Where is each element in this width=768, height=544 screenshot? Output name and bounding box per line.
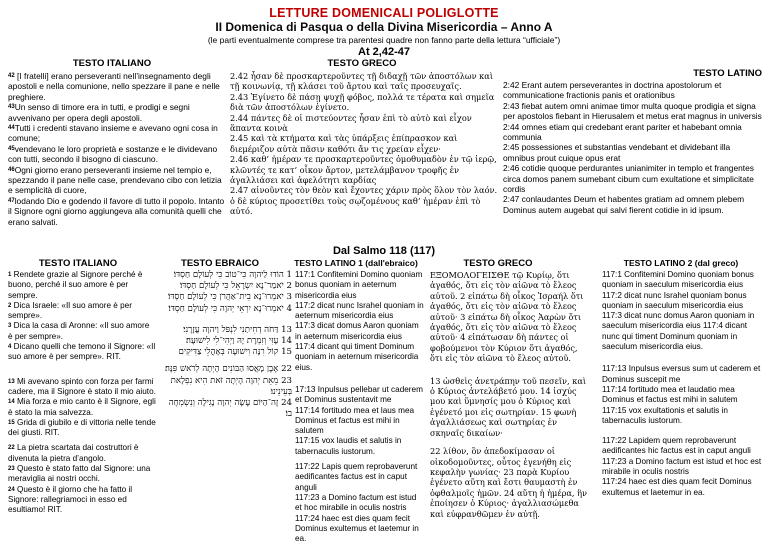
psalm-it-verse: $^{14}$ Mia forza e mio canto è il Signore, egli è stato la mia salvezza. [8,397,156,417]
psalm-italian-heading: TESTO ITALIANO [38,258,118,269]
acts-it-verse: $^{44}$Tutti i credenti stavano insieme e avevano ogni cosa in comune; [8,123,218,144]
psalm-it-verse: $^{23}$ Questo è stato fatto dal Signore: una meraviglia ai nostri occhi. [8,464,151,484]
psalm-it-verse: $^2$ Dica Israele: «Il suo amore è per sempre». [8,300,132,321]
psalm-la1-verse: 117:4 dicant qui timent Dominum quoniam in aeternum misericordia eius. [295,342,419,372]
psalm-gr-block: ΕΞΟΜΟΛΟΓΕΙΣΘΕ τῷ Κυρίῳ, ὅτι ἀγαθός, ὅτι εἰς τὸν αἰῶνα τὸ ἔλεος αὐτοῦ. 2 εἰπάτω δὴ οἶκος Ἰσραήλ ὅτι ἀγαθός, ὅτι εἰς τὸν αἰῶνα τὸ ἔλεος αὐτοῦ· 3 εἰπάτω δὴ οἶκος Ἀαρὼν ὅτι ἀγαθός, ὅτι εἰς τὸν αἰῶνα τὸ ἔλεος αὐτοῦ· 4 εἰπάτωσαν δὴ πάντες οἱ φοβούμενοι τὸν Κύριον ὅτι ἀγαθός, ὅτι εἰς τὸν αἰῶνα τὸ ἔλεος αὐτοῦ. [430,270,584,364]
acts-la-verse: 2:44 omnes etiam qui credebant erant pariter et habebant omnia communia [503,121,742,143]
acts-la-verse: 2:42 Erant autem perseverantes in doctrina apostolorum et communicatione fractionis panis et orationibus [503,80,722,101]
psalm-it-verse: $^3$ Dica la casa di Aronne: «Il suo amore è per sempre». [8,321,150,341]
acts-gr-verse: 2.45 καὶ τὰ κτήματα καὶ τὰς ὑπάρξεις ἐπίπρασκον καὶ διεμέριζον αὐτὰ πᾶσιν καθότι ἄν τις χρείαν εἶχεν· [230,133,458,154]
psalm-la1-verse: 117:14 fortitudo mea et laus mea Dominus et factus est mihi in salutem [295,405,415,436]
acts-la-verse: 2:46 cotidie quoque perdurantes unianimiter in templo et frangentes circa domos panem sumebant cibum cum exultatione et simplicitate cordis [503,163,754,195]
psalm-la1-verse: 117:1 Confitemini Domino quoniam bonus quoniam in aeternum misericordia eius [295,270,423,300]
psalm-he-verse: 13 דַּחֹה דְחִיתַנִי לִנְפֹּל וַיהוָה עֲזָרָנִי׃ [183,324,292,335]
psalm-it-verse: $^{22}$ La pietra scartata dai costruttori è divenuta la pietra d’angolo. [8,443,139,463]
psalm-he-verse: 2 יֹאמַר־נָא יִשְׂרָאֵל כִּי לְעוֹלָם חַסְדּוֹ׃ [179,281,292,292]
psalm-it-verse: $^1$ Rendete grazie al Signore perché è buono, perché il suo amore è per sempre. [8,270,143,300]
psalm-title: Dal Salmo 118 (117) [332,245,436,257]
psalm-la1-verse: 117:24 haec est dies quam fecit Dominus exultemus et laetemur in ea. [295,513,419,544]
psalm-la1-verse: 117:2 dicat nunc Israhel quoniam in aeternum misericordia eius [295,300,424,321]
acts-la-verse: 2:43 fiebat autem omni animae timor multa quoque prodigia et signa per apostolos fiebant in Hierusalem et metus erat magnus in universis [503,100,762,122]
psalm-he-verse: 14 עָזִּי וְזִמְרָת יָהּ וַיְהִי־לִי לִישׁוּעָה׃ [185,336,292,347]
psalm-italian-text [8,270,156,516]
acts-latin-heading: TESTO LATINO [693,68,762,79]
psalm-la1-verse: 117:3 dicat domus Aaron quoniam in aeternum misericordia eius [295,321,419,341]
psalm-la2-verse: 117:24 haec est dies quam fecit Dominus exultemus et laetemur in ea. [602,477,752,497]
acts-it-verse: $^{47}$lodando Dio e godendo il favore di tutto il popolo. Intanto il Signore ogni giorno aggiungeva alla comunità quelli che erano salvati. [8,195,225,227]
psalm-greek-heading: TESTO GRECO [463,258,533,269]
psalm-he-verse: 3 יֹאמְרוּ־נָא בֵית־אַהֲרֹן כִּי לְעוֹלָם חַסְדּוֹ׃ [168,292,292,303]
acts-italian-heading: TESTO ITALIANO [72,58,152,69]
reading-reference: At 2,42-47 [358,46,410,58]
psalm-gr-block: 22 λίθον, ὃν ἀπεδοκίμασαν οἱ οἰκοδομοῦντες, οὗτος ἐγενήθη εἰς κεφαλὴν γωνίας· 23 παρὰ Κυρίου ἐγένετο αὕτη καὶ ἔστι θαυμαστὴ ἐν ὀφθαλμοῖς ἡμῶν. 24 αὕτη ἡ ἡμέρα, ἣν ἐποίησεν ὁ Κύριος· ἀγαλλιασώμεθα καὶ εὐφρανθῶμεν ἐν αὐτῇ. [430,446,588,519]
psalm-it-verse: $^{13}$ Mi avevano spinto con forza per farmi cadere, ma il Signore è stato il mio aiuto. [8,376,156,396]
acts-gr-verse: 2.42 ἦσαν δὲ προσκαρτεροῦντες τῇ διδαχῇ τῶν ἀποστόλων καὶ τῇ κοινωνίᾳ, τῇ κλάσει τοῦ ἄρτου καὶ ταῖς προσευχαῖς. [230,71,494,92]
acts-italian-text [8,71,228,227]
acts-it-verse: $^{42}$ [I fratelli] erano perseveranti nell’insegnamento degli apostoli e nella comunione, nello spezzare il pane e nelle preghiere. [8,71,220,102]
acts-gr-verse: 2.44 πάντες δὲ οἱ πιστεύοντες ἦσαν ἐπὶ τὸ αὐτὸ καὶ εἶχον ἅπαντα κοινὰ [230,112,472,134]
psalm-gr-block: 13 ὠσθεὶς ἀνετράπην τοῦ πεσεῖν, καὶ ὁ Κύριος ἀντελάβετό μου. 14 ἰσχύς μου καὶ ὕμνησίς μου ὁ Κύριος καὶ ἐγένετό μοι εἰς σωτηρίαν. 15 φωνὴ ἀγαλλιάσεως καὶ σωτηρίας ἐν σκηναῖς δικαίων· [430,375,587,438]
psalm-la2-verse: 117:23 a Domino factum est istud et hoc est mirabile in oculis nostris [602,456,762,477]
psalm-it-verse: $^4$ Dicano quelli che temono il Signore: «Il suo amore è per sempre». RIT. [8,342,156,362]
psalm-it-verse: $^{15}$ Grida di giubilo e di vittoria nelle tende dei giusti. RIT. [8,417,156,438]
psalm-la2-verse: 117:22 Lapidem quem reprobaverunt aedificantes hic factus est in caput anguli [602,436,751,456]
acts-latin-text [503,80,763,215]
psalm-hebrew-text [160,270,292,420]
psalm-latin1-heading: TESTO LATINO 1 (dall'ebraico) [294,258,418,268]
acts-it-verse: $^{46}$Ogni giorno erano perseveranti insieme nel tempio e, spezzando il pane nelle case, prendevano cibo con letizia e semplicità di cuore, [8,164,222,196]
psalm-la2-verse: 117:15 vox exultationis et salutis in tabernaculis iustorum. [602,405,728,425]
psalm-he-verse: 24 זֶה־הַיּוֹם עָשָׂה יְהוָה נָגִילָה וְנִשְׂמְחָה בוֹ׃ [168,398,292,420]
psalm-la1-verse: 117:23 a Domino factum est istud et hoc mirabile in oculis nostris [295,492,417,513]
psalm-he-verse: 15 קוֹל רִנָּה וִישׁוּעָה בְּאָהֳלֵי צַדִּיקִים [178,347,292,358]
psalm-la1-verse: 17:13 Inpulsus pellebar ut caderem et Dominus sustentavit me [295,384,423,405]
psalm-greek-text [430,270,592,519]
psalm-it-verse: $^{24}$ Questo è il giorno che ha fatto il Signore: rallegriamoci in esso ed esultiamo! RIT. [8,484,133,515]
psalm-la2-verse: 117:13 Inpulsus eversus sum ut caderem et Dominus suscepit me [602,364,761,384]
psalm-la2-verse: 117:1 Confitemini Domino quoniam bonus quoniam in saeculum misericordia eius [602,270,754,290]
psalm-he-verse: 22 אֶבֶן מָאֲסוּ הַבּוֹנִים הָיְתָה לְרֹאשׁ פִּנָּה׃ [165,364,292,375]
psalm-la2-verse: 117:14 fortitudo mea et laudatio mea Dominus et factus est mihi in salutem [602,384,738,405]
psalm-latin2-heading: TESTO LATINO 2 (dal greco) [623,258,739,268]
acts-greek-heading: TESTO GRECO [327,58,397,69]
acts-greek-text [230,71,500,217]
psalm-la2-verse: 117:3 dicat nunc domus Aaron quoniam in saeculum misericordia eius 117:4 dicant nunc qui timent Dominum quoniam in saeculum misericordia eius. [602,311,755,352]
acts-gr-verse: 2.47 αἰνοῦντες τὸν θεὸν καὶ ἔχοντες χάριν πρὸς ὅλον τὸν λαόν. ὁ δὲ κύριος προσετίθει τοὺς σῳζομένους καθ’ ἡμέραν ἐπὶ τὸ αὐτό. [230,185,498,217]
acts-it-verse: $^{45}$vendevano le loro proprietà e sostanze e le dividevano con tutti, secondo il bisogno di ciascuno. [8,143,218,165]
page-subtitle: II Domenica di Pasqua o della Divina Misericordia – Anno A [215,20,553,34]
psalm-hebrew-heading: TESTO EBRAICO [181,258,259,269]
psalm-la1-verse: 117:15 vox laudis et salutis in tabernaculis iustorum. [295,436,402,456]
page-note: (le parti eventualmente comprese tra parentesi quadre non fanno parte della lettura “ufficiale”) [207,35,561,45]
acts-gr-verse: 2.46 καθ’ ἡμέραν τε προσκαρτεροῦντες ὁμοθυμαδὸν ἐν τῷ ἱερῷ, κλῶντές τε κατ’ οἶκον ἄρτον, μετελάμβανον τροφῆς ἐν ἀγαλλιάσει καὶ ἀφελότητι καρδίας [230,154,497,186]
psalm-la2-verse: 117:2 dicat nunc Israhel quoniam bonus quoniam in saeculum misericordia eius [602,290,747,310]
psalm-he-verse: 1 הוֹדוּ לַיהוָה כִּי־טוֹב כִּי לְעוֹלָם חַסְדּוֹ׃ [173,270,292,280]
psalm-latin2-text [602,270,762,498]
psalm-he-verse: 23 מֵאֵת יְהוָה הָיְתָה זֹּאת הִיא נִפְלָאת בְּעֵינֵינוּ׃ [170,375,292,397]
acts-la-verse: 2:47 conlaudantes Deum et habentes gratiam ad omnem plebem Dominus autem augebat qui salvi fierent cotidie in id ipsum. [503,194,745,215]
acts-gr-verse: 2.43 Ἐγίνετο δὲ πάσῃ ψυχῇ φόβος, πολλά τε τέρατα καὶ σημεῖα διὰ τῶν ἀποστόλων ἐγίνετο. [230,91,495,113]
acts-it-verse: $^{43}$Un senso di timore era in tutti, e prodigi e segni avvenivano per opera degli apostoli. [8,102,190,123]
psalm-he-verse: 4 יֹאמְרוּ־נָא יִרְאֵי יְהוָה כִּי לְעוֹלָם חַסְדּוֹ׃ [168,303,292,314]
page-title: LETTURE DOMENICALI POLIGLOTTE [269,6,499,20]
acts-la-verse: 2:45 possessiones et substantias vendebant et dividebant illa omnibus prout cuique opus erat [503,142,731,163]
psalm-latin1-text [295,270,425,544]
psalm-la1-verse: 117:22 Lapis quem reprobaverunt aedificantes factus est in caput anguli [295,462,418,492]
